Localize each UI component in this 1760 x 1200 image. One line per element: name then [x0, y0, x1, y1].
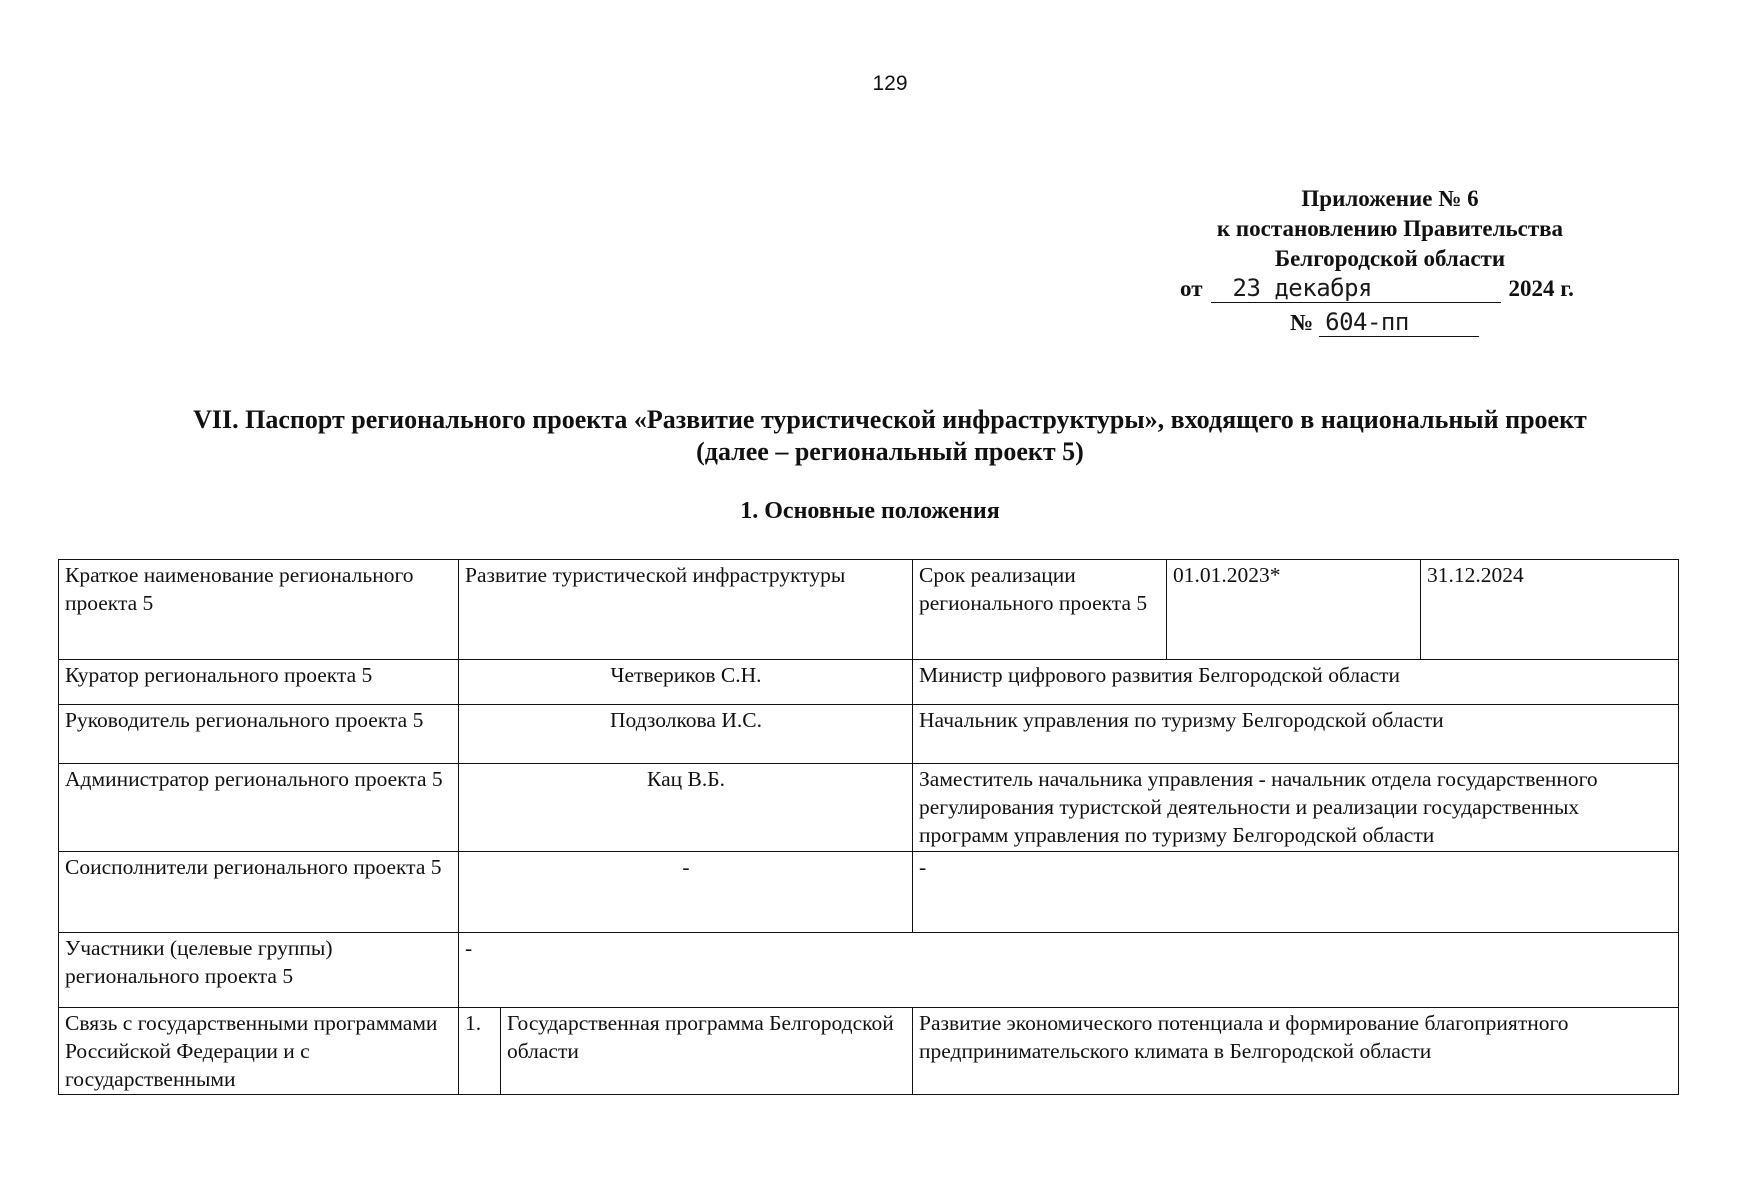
programs-link-name: Развитие экономического потенциала и формирование благоприятного предпринимательского климата в Белгородской области: [913, 1008, 1679, 1095]
admin-position: Заместитель начальника управления - начальник отдела государственного регулирования туристской деятельности и реализации государственных программ управления по туризму Белгородской области: [913, 764, 1679, 852]
head-position: Начальник управления по туризму Белгородской области: [913, 705, 1679, 764]
admin-name: Кац В.Б.: [459, 764, 913, 852]
project-passport-table: [58, 559, 1679, 1095]
coexecutors-position: -: [913, 852, 1679, 933]
table-row: [59, 1008, 1679, 1095]
appendix-region: Белгородской области: [1274, 246, 1506, 271]
number-prefix: №: [1290, 310, 1314, 335]
appendix-header: [1170, 184, 1610, 274]
head-label: Руководитель регионального проекта 5: [59, 705, 459, 764]
resolution-number: 604-пп: [1319, 308, 1479, 337]
term-end: 31.12.2024: [1421, 560, 1679, 660]
document-title-line-1: VII. Паспорт регионального проекта «Развитие туристической инфраструктуры», входящего в национальный проект: [193, 405, 1587, 434]
participants-label: Участники (целевые группы) регионального проекта 5: [59, 933, 459, 1008]
section-title: 1. Основные положения: [740, 498, 1000, 524]
date-prefix: от: [1180, 276, 1203, 301]
table-row: [59, 933, 1679, 1008]
document-title: [60, 404, 1720, 468]
resolution-number-row: [1290, 308, 1479, 337]
table-row: [59, 660, 1679, 705]
short-name-value: Развитие туристической инфраструктуры: [459, 560, 913, 660]
programs-link-index: 1.: [459, 1008, 501, 1095]
programs-link-label: Связь с государственными программами Российской Федерации и с государственными: [59, 1008, 459, 1095]
appendix-number: Приложение № 6: [1301, 186, 1479, 211]
table-row: [59, 764, 1679, 852]
coexecutors-label: Соисполнители регионального проекта 5: [59, 852, 459, 933]
participants-value: -: [459, 933, 1679, 1008]
table-row: [59, 560, 1679, 660]
resolution-date-row: [1180, 274, 1574, 303]
term-start: 01.01.2023*: [1167, 560, 1421, 660]
resolution-date: 23 декабря: [1211, 274, 1501, 303]
page-number: 129: [872, 72, 908, 95]
curator-name: Четвериков С.Н.: [459, 660, 913, 705]
coexecutors-name: -: [459, 852, 913, 933]
appendix-reference: к постановлению Правительства: [1216, 216, 1564, 241]
term-label: Срок реализации регионального проекта 5: [913, 560, 1167, 660]
date-year: 2024 г.: [1508, 276, 1574, 301]
admin-label: Администратор регионального проекта 5: [59, 764, 459, 852]
table-row: [59, 852, 1679, 933]
document-title-line-2: (далее – региональный проект 5): [696, 437, 1084, 466]
curator-label: Куратор регионального проекта 5: [59, 660, 459, 705]
curator-position: Министр цифрового развития Белгородской области: [913, 660, 1679, 705]
programs-link-type: Государственная программа Белгородской области: [501, 1008, 913, 1095]
table-row: [59, 705, 1679, 764]
short-name-label: Краткое наименование регионального проекта 5: [59, 560, 459, 660]
head-name: Подзолкова И.С.: [459, 705, 913, 764]
